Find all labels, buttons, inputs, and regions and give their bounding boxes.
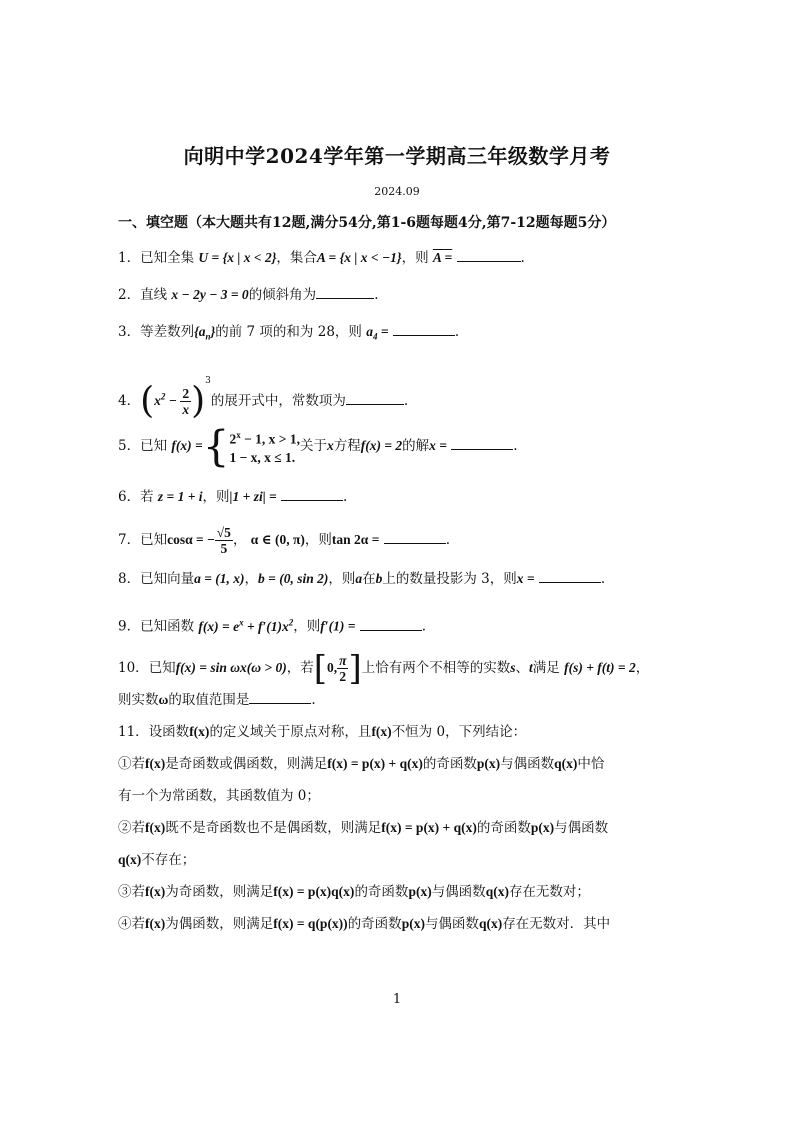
math-expression: $a_4$ = — [366, 324, 389, 342]
math-expression: f(x) = sin ωx(ω > 0) — [175, 660, 287, 675]
question-10-line-2 — [118, 690, 316, 710]
math-expression: x — [326, 438, 334, 453]
right-paren: ) — [191, 380, 206, 422]
left-brace: { — [202, 421, 230, 471]
math-expression: |1 + zi| = — [229, 489, 277, 504]
exam-date: 2024.09 — [374, 185, 420, 198]
question-text: 已知 — [148, 660, 176, 676]
math-expression: b = (0, sin 2) — [258, 571, 329, 586]
question-number: 6． — [118, 489, 141, 505]
math-expression: A = — [432, 250, 453, 265]
question-9 — [118, 612, 426, 637]
math-expression: tan 2α = — [331, 532, 380, 547]
punctuation: . — [311, 692, 316, 708]
question-text: 的解 — [402, 438, 430, 454]
punctuation: . — [403, 393, 409, 409]
page-number: 1 — [392, 992, 402, 1007]
question-text: ①若 — [118, 756, 145, 772]
math-expression: a = (1, x) — [194, 571, 245, 586]
question-text: 直线 — [140, 287, 168, 303]
question-text: 的展开式中，常数项为 — [210, 393, 346, 409]
question-number: 9． — [118, 618, 141, 635]
left-paren: ( — [140, 380, 155, 422]
punctuation: . — [454, 324, 460, 340]
math-expression: x = — [516, 571, 535, 586]
question-text: 不恒为 0，下列结论： — [391, 724, 527, 740]
statement-1-cont — [118, 786, 320, 806]
math-expression: $f(x) = e^x + f'(1)x^2$ — [198, 617, 294, 634]
math-expression: f(x) — [145, 820, 166, 835]
answer-blank[interactable] — [360, 618, 422, 631]
math-expression: A = {x | x < −1} — [316, 250, 402, 265]
question-text: 上恰有两个不相等的实数 — [361, 660, 511, 676]
math-expression: p(x) — [408, 884, 432, 899]
statement-4 — [118, 914, 610, 934]
math-expression: f(s) + f(t) = 2 — [564, 660, 636, 675]
question-number: 10． — [118, 660, 149, 676]
exam-title: 向明中学2024学年第一学期高三年级数学月考 — [183, 144, 611, 168]
punctuation: . — [374, 287, 379, 303]
answer-blank[interactable] — [346, 392, 404, 405]
math-expression: q(x) — [554, 756, 578, 771]
punctuation: . — [520, 250, 525, 266]
math-expression: f(x) = — [171, 438, 203, 453]
question-text: 已知 — [140, 532, 168, 548]
question-text: 若 — [140, 489, 154, 505]
question-text: 的取值范围是 — [168, 692, 250, 708]
math-expression: f(x) = p(x)q(x) — [273, 884, 355, 899]
question-text: 关于 — [299, 438, 327, 454]
question-number: 11． — [118, 724, 149, 740]
question-text: 为偶函数，则满足 — [165, 916, 274, 932]
question-text: 的奇函数 — [347, 916, 402, 932]
question-text: 的奇函数 — [476, 820, 531, 836]
question-text: 不存在； — [141, 852, 196, 868]
question-text: 已知全集 — [140, 250, 195, 266]
punctuation: . — [343, 489, 348, 505]
question-text: 与偶函数 — [424, 916, 479, 932]
question-number: 3． — [118, 324, 141, 340]
answer-blank[interactable] — [384, 531, 446, 544]
statement-2-cont — [118, 850, 195, 870]
question-5 — [118, 421, 518, 471]
question-3 — [118, 322, 459, 347]
math-expression: p(x) — [476, 756, 501, 771]
question-number: 5． — [118, 438, 141, 454]
left-bracket: [ — [313, 648, 327, 689]
question-text: ， — [244, 571, 259, 587]
question-text: 存在无数对．其中 — [502, 916, 611, 932]
answer-blank[interactable] — [249, 691, 311, 704]
question-text: ④若 — [118, 916, 145, 932]
statement-2 — [118, 818, 608, 838]
question-text: 上的数量投影为 3，则 — [382, 571, 517, 587]
question-text: 与偶函数 — [431, 884, 486, 900]
math-expression: f(x) = p(x) + q(x) — [327, 756, 423, 771]
math-expression: z = 1 + i — [157, 489, 203, 504]
math-expression: x − 2y − 3 = 0 — [171, 287, 249, 302]
math-expression: q(x) — [485, 884, 509, 899]
question-text: ②若 — [118, 820, 145, 836]
math-expression: f(x) — [145, 916, 166, 931]
question-text: 则实数 — [118, 692, 159, 708]
question-text: 的倾斜角为 — [248, 287, 317, 303]
math-expression: q(x) — [118, 852, 142, 867]
math-expression: cosα = − — [167, 532, 215, 547]
question-text: ③若 — [118, 884, 145, 900]
question-4 — [118, 356, 408, 426]
math-expression: b — [375, 571, 383, 586]
math-expression: s — [510, 660, 516, 675]
question-text: 、 — [515, 660, 530, 676]
math-expression: a — [355, 571, 363, 586]
question-text: 等差数列 — [140, 324, 195, 340]
question-text: 设函数 — [148, 724, 190, 740]
statement-3 — [118, 882, 590, 902]
question-text: ， — [232, 532, 247, 548]
section-heading: 一、填空题（本大题共有12题,满分54分,第1-6题每题4分,第7-12题每题5分） — [118, 215, 616, 231]
question-text: ，则 — [401, 250, 429, 266]
punctuation: ， — [635, 660, 650, 676]
question-7 — [118, 522, 450, 558]
question-text: 中恰 — [577, 756, 605, 772]
question-text: 已知 — [140, 438, 168, 454]
question-6 — [118, 487, 347, 507]
math-expression: f(x) — [145, 756, 166, 771]
question-11 — [118, 722, 526, 742]
math-expression: x = — [429, 438, 447, 453]
question-text: 是奇函数或偶函数，则满足 — [165, 756, 328, 772]
question-text: 满足 — [532, 660, 560, 676]
math-expression: p(x) — [530, 820, 555, 835]
punctuation: . — [445, 532, 450, 548]
question-text: ，则 — [304, 532, 332, 548]
question-text: 为奇函数，则满足 — [165, 884, 274, 900]
question-text: ，则 — [328, 571, 356, 587]
math-expression: t — [529, 660, 533, 675]
question-text: 的奇函数 — [354, 884, 409, 900]
math-expression: $x^2$ − — [154, 391, 181, 408]
question-2 — [118, 285, 378, 305]
exponent: 3 — [205, 376, 211, 386]
math-expression: f(x) — [189, 724, 210, 739]
math-expression: ω — [158, 692, 169, 707]
statement-1 — [118, 754, 604, 774]
question-8 — [118, 569, 605, 589]
math-expression: α ∈ (0, π) — [250, 532, 305, 547]
question-text: 与偶函数 — [554, 820, 609, 836]
question-number: 7． — [118, 532, 141, 548]
question-text: 已知函数 — [140, 618, 195, 635]
question-1 — [118, 248, 525, 268]
question-text: ，集合 — [276, 250, 317, 266]
fraction: $\frac{√5}{5}$ — [216, 525, 231, 556]
math-expression: 0, — [326, 660, 338, 675]
question-text: ，若 — [286, 660, 314, 676]
right-bracket: ] — [348, 648, 362, 689]
question-text: 既不是奇函数也不是偶函数，则满足 — [165, 820, 382, 836]
answer-blank[interactable] — [539, 570, 601, 583]
math-expression: $\{a_n\}$ — [194, 324, 216, 342]
question-number: 4． — [118, 393, 141, 409]
question-text: ，则 — [202, 489, 230, 505]
math-expression: f(x) = 2 — [360, 438, 403, 453]
answer-blank[interactable] — [451, 437, 513, 450]
fraction: $\frac{\pi}{2}$ — [339, 653, 347, 684]
math-expression: p(x) — [401, 916, 425, 931]
math-expression: f(x) = q(p(x)) — [273, 916, 348, 931]
question-number: 1． — [118, 250, 141, 266]
math-expression: q(x) — [478, 916, 503, 931]
question-text: 与偶函数 — [500, 756, 555, 772]
answer-blank[interactable] — [316, 286, 374, 299]
answer-blank[interactable] — [457, 249, 521, 262]
question-text: 方程 — [333, 438, 361, 454]
math-expression: f′(1) = — [320, 618, 356, 634]
question-text: 有一个为常函数，其函数值为 0； — [118, 788, 320, 804]
question-number: 8． — [118, 571, 141, 587]
math-expression: f(x) — [371, 724, 392, 739]
punctuation: . — [600, 571, 606, 587]
punctuation: . — [421, 618, 426, 635]
fraction: $\frac{2}{x}$ — [182, 386, 190, 417]
question-text: 已知向量 — [140, 571, 195, 587]
question-text: 的定义域关于原点对称，且 — [209, 724, 372, 740]
question-text: 在 — [362, 571, 376, 587]
question-text: 存在无数对； — [508, 884, 590, 900]
question-10 — [118, 648, 649, 688]
answer-blank[interactable] — [281, 488, 343, 501]
piecewise-cases: $2^x - 1$, x > 1, 1 − x, x ≤ 1. — [229, 429, 300, 466]
question-text: 的奇函数 — [422, 756, 477, 772]
question-text: ，则 — [293, 618, 321, 635]
math-expression: f(x) = p(x) + q(x) — [381, 820, 477, 835]
punctuation: . — [513, 438, 518, 454]
math-expression: U = {x | x < 2} — [198, 250, 277, 265]
question-text: 的前 7 项的和为 28，则 — [215, 324, 362, 340]
math-expression: f(x) — [145, 884, 166, 899]
question-number: 2． — [118, 287, 141, 303]
answer-blank[interactable] — [393, 323, 455, 336]
